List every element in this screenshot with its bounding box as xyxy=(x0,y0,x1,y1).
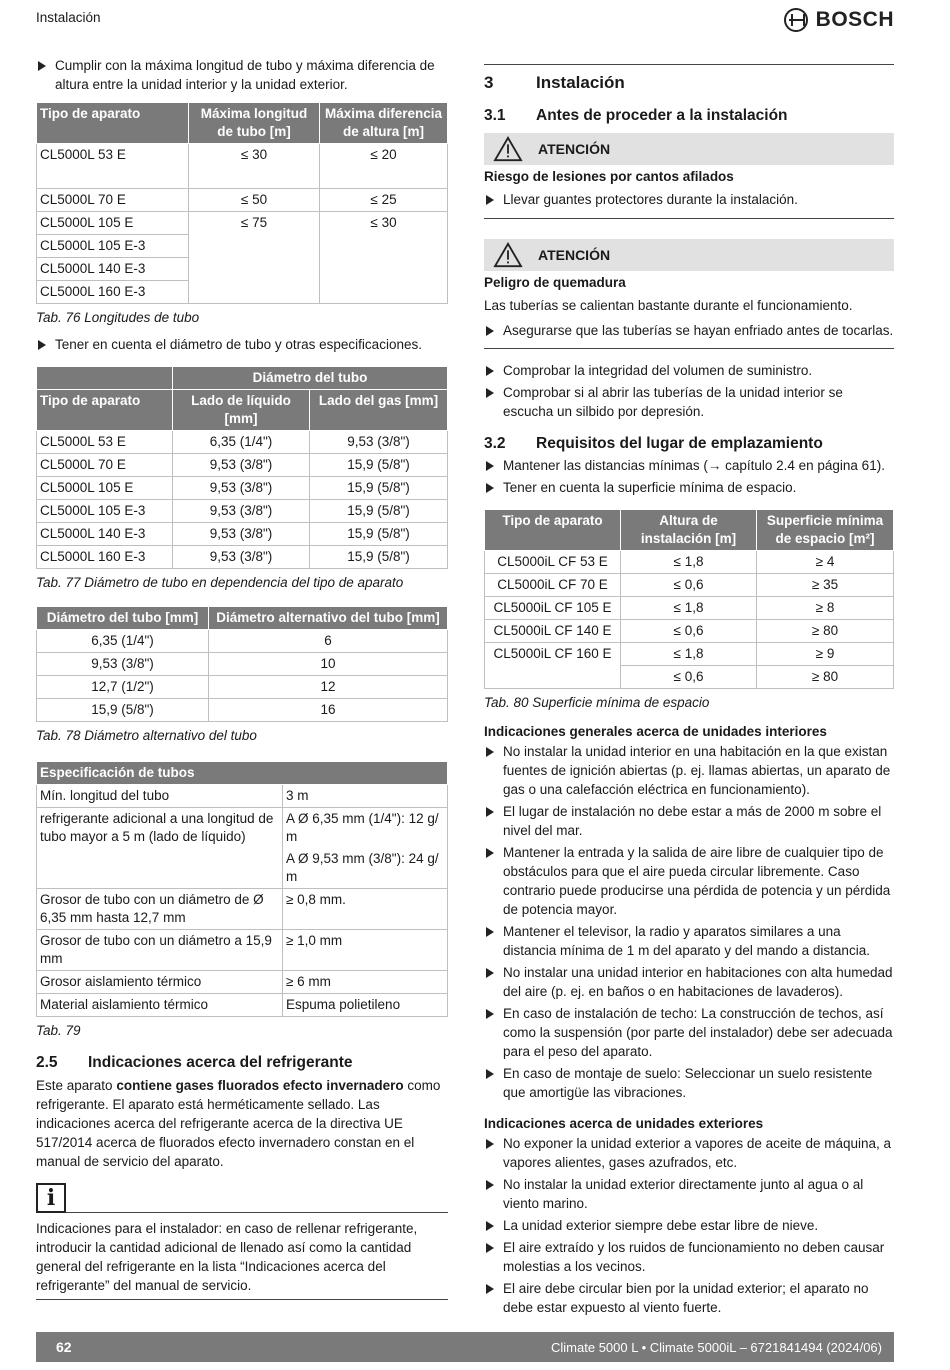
section-number: 3.1 xyxy=(484,107,506,124)
t76-cell: CL5000L 105 E-3 xyxy=(37,235,189,258)
info-text: Indicaciones para el instalador: en caso de rellenar refrigerante, introducir la cantidad adicional de llenado así como la cantidad general del refrigerante en la lista “Indicaciones acerca del refrigerante” del manual de servicio. xyxy=(36,1219,448,1300)
bullet-item: Mantener el televisor, la radio y aparatos similares a una distancia mínima de 1 m del aparato y del mando a distancia. xyxy=(484,922,894,960)
t77-cell: 9,53 (3/8") xyxy=(173,454,310,477)
t79-cell: Mín. longitud del tubo xyxy=(37,785,283,808)
brand-name: BOSCH xyxy=(815,8,894,31)
t76-cell: ≤ 25 xyxy=(320,189,448,212)
caution-label: ATENCIÓN xyxy=(538,141,611,157)
caution-banner xyxy=(484,133,894,165)
t77-cell: 9,53 (3/8") xyxy=(173,500,310,523)
t79-cell: ≥ 6 mm xyxy=(283,971,448,994)
section-number: 3 xyxy=(484,73,494,92)
t80-h1: Tipo de aparato xyxy=(485,510,621,551)
t77-group-header: Diámetro del tubo xyxy=(173,367,448,390)
table-80 xyxy=(484,509,894,689)
table-78 xyxy=(36,606,448,722)
bullet-item: El aire extraído y los ruidos de funcionamiento no deben causar molestias a los vecinos. xyxy=(484,1238,894,1276)
t78-cell: 10 xyxy=(209,653,448,676)
t76-cell: ≤ 50 xyxy=(189,189,320,212)
t80-h3: Superficie mínima de espacio [m²] xyxy=(757,510,894,551)
t78-cell: 12,7 (1/2") xyxy=(37,676,209,699)
t79-cell: Grosor de tubo con un diámetro de Ø 6,35 mm hasta 12,7 mm xyxy=(37,889,283,930)
t80-cell: ≤ 0,6 xyxy=(621,666,757,689)
warning-icon xyxy=(492,242,524,268)
section-title: Instalación xyxy=(536,73,625,92)
t76-cell: ≤ 75 xyxy=(189,212,320,304)
bullet-item: Comprobar si al abrir las tuberías de la unidad interior se escucha un silbido por depresión. xyxy=(484,383,894,421)
t76-h1: Tipo de aparato xyxy=(37,103,189,144)
t80-cell: ≤ 1,8 xyxy=(621,643,757,666)
t79-value: A Ø 9,53 mm (3/8"): 24 g/ m xyxy=(286,851,439,884)
t79-cell: ≥ 0,8 mm. xyxy=(283,889,448,930)
para-bold: contiene gases fluorados efecto invernadero xyxy=(116,1078,404,1093)
bullet-item: No exponer la unidad exterior a vapores de aceite de máquina, a vapores alientes, gases azufrados, etc. xyxy=(484,1134,894,1172)
t78-h1: Diámetro del tubo [mm] xyxy=(37,607,209,630)
t77-h2: Lado de líquido [mm] xyxy=(173,390,310,431)
top-rule xyxy=(484,64,894,65)
t80-cell: ≥ 4 xyxy=(757,551,894,574)
t77-h1: Tipo de aparato xyxy=(37,390,173,431)
bullet-item: No instalar una unidad interior en habitaciones con alta humedad del aire (p. ej. en baños o en habitaciones de lavaderos). xyxy=(484,963,894,1001)
t79-header: Especificación de tubos xyxy=(37,762,448,785)
t78-cell: 16 xyxy=(209,699,448,722)
page-footer xyxy=(36,1332,894,1362)
caution-bullet: Llevar guantes protectores durante la instalación. xyxy=(484,190,894,215)
section-title: Antes de proceder a la instalación xyxy=(536,107,788,124)
t76-cell: CL5000L 53 E xyxy=(37,144,189,189)
t77-cell: CL5000L 140 E-3 xyxy=(37,523,173,546)
caution-banner xyxy=(484,239,894,271)
t79-cell-multi xyxy=(283,808,448,889)
page-number: 62 xyxy=(56,1339,72,1355)
t80-cell: ≥ 35 xyxy=(757,574,894,597)
bullet-diameter: Tener en cuenta el diámetro de tubo y otras especificaciones. xyxy=(36,335,448,354)
bosch-logo xyxy=(784,8,894,32)
t76-caption: Tab. 76 Longitudes de tubo xyxy=(36,310,200,325)
indoor-heading: Indicaciones generales acerca de unidades interiores xyxy=(484,724,827,739)
t79-cell: 3 m xyxy=(283,785,448,808)
t77-h3: Lado del gas [mm] xyxy=(310,390,448,431)
outdoor-heading: Indicaciones acerca de unidades exteriores xyxy=(484,1116,764,1131)
section-number: 2.5 xyxy=(36,1054,58,1071)
caution-rule xyxy=(484,218,894,219)
para-text: como refrigerante. El aparato está herméticamente sellado. Las indicaciones acerca del refrigerante acerca de la directiva UE 517/2014 acerca de fluorados efecto invernadero constan en el manual de servicio del aparato. xyxy=(36,1078,441,1169)
outdoor-list xyxy=(484,1134,894,1317)
section-3-2-heading xyxy=(484,435,894,453)
t80-cell: CL5000iL CF 160 E xyxy=(485,643,621,689)
caution-title: Peligro de quemadura xyxy=(484,275,626,290)
info-icon: i xyxy=(36,1183,66,1213)
t80-cell: CL5000iL CF 53 E xyxy=(485,551,621,574)
t77-cell: CL5000L 70 E xyxy=(37,454,173,477)
t77-cell: 6,35 (1/4") xyxy=(173,431,310,454)
t76-cell: ≤ 30 xyxy=(189,144,320,189)
section-3-1-heading xyxy=(484,107,894,125)
t78-cell: 12 xyxy=(209,676,448,699)
section-number: 3.2 xyxy=(484,435,506,452)
bullet-item: Tener en cuenta la superficie mínima de espacio. xyxy=(484,478,894,497)
bullet-item: En caso de montaje de suelo: Seleccionar un suelo resistente que amortigüe las vibraciones. xyxy=(484,1064,894,1102)
bullet-item: En caso de instalación de techo: La construcción de techos, así como la suspensión (por parte del instalador) debe ser adecuada para el peso del aparato. xyxy=(484,1004,894,1061)
running-header: Instalación xyxy=(36,10,101,25)
t79-cell: ≥ 1,0 mm xyxy=(283,930,448,971)
bullet-item: El aire debe circular bien por la unidad exterior; el aparato no debe estar expuesto al viento fuerte. xyxy=(484,1279,894,1317)
t80-cell: ≤ 0,6 xyxy=(621,620,757,643)
t76-cell: CL5000L 160 E-3 xyxy=(37,281,189,304)
section-2-5-heading xyxy=(36,1054,448,1072)
t80-cell: ≥ 9 xyxy=(757,643,894,666)
warning-icon xyxy=(492,136,524,162)
t76-cell: CL5000L 105 E xyxy=(37,212,189,235)
t77-cell: CL5000L 105 E xyxy=(37,477,173,500)
t78-cell: 9,53 (3/8") xyxy=(37,653,209,676)
caution-bullet: Asegurarse que las tuberías se hayan enfriado antes de tocarlas. xyxy=(484,321,894,345)
bullet-item: La unidad exterior siempre debe estar libre de nieve. xyxy=(484,1216,894,1235)
t80-cell: ≤ 1,8 xyxy=(621,551,757,574)
t77-cell: 9,53 (3/8") xyxy=(173,546,310,569)
t80-cell: ≤ 0,6 xyxy=(621,574,757,597)
t77-h-empty xyxy=(37,367,173,390)
t80-cell: ≥ 80 xyxy=(757,666,894,689)
t80-cell: CL5000iL CF 70 E xyxy=(485,574,621,597)
t79-cell: Grosor aislamiento térmico xyxy=(37,971,283,994)
t77-cell: 15,9 (5/8") xyxy=(310,523,448,546)
table-79 xyxy=(36,761,448,1017)
bullet-item: El lugar de instalación no debe estar a más de 2000 m sobre el nivel del mar. xyxy=(484,802,894,840)
t78-cell: 6 xyxy=(209,630,448,653)
t77-cell: 9,53 (3/8") xyxy=(310,431,448,454)
caution-text: Las tuberías se calientan bastante durante el funcionamiento. xyxy=(484,298,853,313)
right-column xyxy=(484,56,894,1320)
caution-label: ATENCIÓN xyxy=(538,247,611,263)
t76-cell: CL5000L 70 E xyxy=(37,189,189,212)
t77-cell: CL5000L 53 E xyxy=(37,431,173,454)
section-title: Indicaciones acerca del refrigerante xyxy=(88,1054,353,1071)
section-title: Requisitos del lugar de emplazamiento xyxy=(536,435,823,452)
info-rule xyxy=(66,1212,448,1213)
t77-cell: CL5000L 160 E-3 xyxy=(37,546,173,569)
t76-cell: CL5000L 140 E-3 xyxy=(37,258,189,281)
caution-title: Riesgo de lesiones por cantos afilados xyxy=(484,169,734,184)
t77-cell: 15,9 (5/8") xyxy=(310,477,448,500)
refrigerant-paragraph xyxy=(36,1076,448,1171)
t79-value: A Ø 6,35 mm (1/4"): 12 g/ m xyxy=(286,811,439,844)
document-reference: Climate 5000 L • Climate 5000iL – 6721841494 (2024/06) xyxy=(551,1339,882,1355)
t78-caption: Tab. 78 Diámetro alternativo del tubo xyxy=(36,728,257,743)
bullet-item: Mantener la entrada y la salida de aire libre de cualquier tipo de obstáculos para que el aire pueda circular libremente. Caso contrario puede producirse una pérdida de potencia y un pérdida de potencia mayor. xyxy=(484,843,894,919)
table-76 xyxy=(36,102,448,304)
t77-cell: 15,9 (5/8") xyxy=(310,454,448,477)
t76-cell: ≤ 20 xyxy=(320,144,448,189)
indoor-list xyxy=(484,742,894,1102)
t80-h2: Altura de instalación [m] xyxy=(621,510,757,551)
t79-cell: Grosor de tubo con un diámetro a 15,9 mm xyxy=(37,930,283,971)
t80-caption: Tab. 80 Superficie mínima de espacio xyxy=(484,695,710,710)
t80-cell: CL5000iL CF 105 E xyxy=(485,597,621,620)
t77-cell: 9,53 (3/8") xyxy=(173,477,310,500)
t77-cell: CL5000L 105 E-3 xyxy=(37,500,173,523)
t77-caption: Tab. 77 Diámetro de tubo en dependencia del tipo de aparato xyxy=(36,575,404,590)
bullet-item: Comprobar la integridad del volumen de suministro. xyxy=(484,361,894,380)
t78-cell: 15,9 (5/8") xyxy=(37,699,209,722)
t79-cell: Espuma polietileno xyxy=(283,994,448,1017)
t79-cell: refrigerante adicional a una longitud de tubo mayor a 5 m (lado de líquido) xyxy=(37,808,283,889)
bullet-item: Mantener las distancias mínimas (→ capítulo 2.4 en página 61). xyxy=(484,456,894,475)
t77-cell: 9,53 (3/8") xyxy=(173,523,310,546)
t79-caption: Tab. 79 xyxy=(36,1023,81,1038)
t80-cell: ≥ 80 xyxy=(757,620,894,643)
bullet-item: No instalar la unidad interior en una habitación en la que existan fuentes de ignición abiertas (p. ej. llamas abiertas, un aparato de gas o una calefacción eléctrica en funcionamiento). xyxy=(484,742,894,799)
t76-h2: Máxima longitud de tubo [m] xyxy=(189,103,320,144)
info-box xyxy=(36,1183,448,1213)
t80-cell: CL5000iL CF 140 E xyxy=(485,620,621,643)
caution-rule xyxy=(484,348,894,349)
t79-cell: Material aislamiento térmico xyxy=(37,994,283,1017)
t77-cell: 15,9 (5/8") xyxy=(310,500,448,523)
t78-h2: Diámetro alternativo del tubo [mm] xyxy=(209,607,448,630)
para-text: Este aparato xyxy=(36,1078,117,1093)
bullet-item: No instalar la unidad exterior directamente junto al agua o al viento marino. xyxy=(484,1175,894,1213)
t76-h3: Máxima diferencia de altura [m] xyxy=(320,103,448,144)
bosch-armature-icon xyxy=(784,8,808,32)
table-77 xyxy=(36,366,448,569)
t80-cell: ≤ 1,8 xyxy=(621,597,757,620)
t80-cell: ≥ 8 xyxy=(757,597,894,620)
t78-cell: 6,35 (1/4") xyxy=(37,630,209,653)
left-column xyxy=(36,56,448,1300)
section-3-heading xyxy=(484,73,894,93)
t76-cell: ≤ 30 xyxy=(320,212,448,304)
t77-cell: 15,9 (5/8") xyxy=(310,546,448,569)
bullet-intro: Cumplir con la máxima longitud de tubo y máxima diferencia de altura entre la unidad interior y la unidad exterior. xyxy=(36,56,448,94)
